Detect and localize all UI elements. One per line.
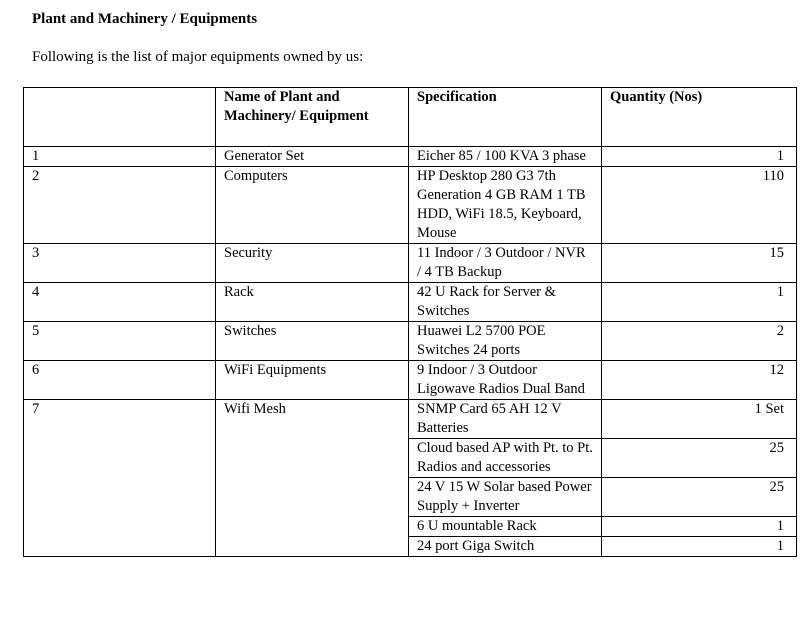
qty-cell: 12 [602,361,797,400]
name-cell: WiFi Equipments [216,361,409,400]
qty-cell: 2 [602,322,797,361]
qty-cell: 1 [602,517,797,537]
qty-cell: 1 Set [602,400,797,439]
spec-cell: Huawei L2 5700 POE Switches 24 ports [409,322,602,361]
table-row [24,244,797,283]
spec-cell: 42 U Rack for Server & Switches [409,283,602,322]
name-cell: Security [216,244,409,283]
header-serial [24,88,216,147]
qty-cell: 1 [602,147,797,167]
page-heading: Plant and Machinery / Equipments [32,11,258,27]
name-cell: Generator Set [216,147,409,167]
serial-cell: 3 [24,244,216,283]
serial-cell: 2 [24,167,216,244]
table-row [24,400,797,439]
table-row [24,283,797,322]
spec-cell: 11 Indoor / 3 Outdoor / NVR / 4 TB Backup [409,244,602,283]
qty-cell: 110 [602,167,797,244]
serial-cell: 7 [24,400,216,557]
intro-text: Following is the list of major equipments owned by us: [32,49,364,65]
name-cell: Switches [216,322,409,361]
name-cell: Wifi Mesh [216,400,409,557]
serial-cell: 1 [24,147,216,167]
qty-cell: 25 [602,478,797,517]
header-specification: Specification [409,88,602,147]
spec-cell: SNMP Card 65 AH 12 V Batteries [409,400,602,439]
header-name: Name of Plant and Machinery/ Equipment [216,88,409,147]
name-cell: Computers [216,167,409,244]
spec-cell: 6 U mountable Rack [409,517,602,537]
table-header-row [24,88,797,147]
name-cell: Rack [216,283,409,322]
qty-cell: 15 [602,244,797,283]
qty-cell: 1 [602,283,797,322]
spec-cell: 24 port Giga Switch [409,537,602,557]
spec-cell: HP Desktop 280 G3 7th Generation 4 GB RAM 1 TB HDD, WiFi 18.5, Keyboard, Mouse [409,167,602,244]
serial-cell: 4 [24,283,216,322]
serial-cell: 6 [24,361,216,400]
equipment-table [23,87,797,557]
spec-cell: 9 Indoor / 3 Outdoor Ligowave Radios Dual Band [409,361,602,400]
spec-cell: 24 V 15 W Solar based Power Supply + Inverter [409,478,602,517]
spec-cell: Eicher 85 / 100 KVA 3 phase [409,147,602,167]
header-quantity: Quantity (Nos) [602,88,797,147]
table-row [24,167,797,244]
table-row [24,361,797,400]
serial-cell: 5 [24,322,216,361]
qty-cell: 25 [602,439,797,478]
qty-cell: 1 [602,537,797,557]
table-row [24,322,797,361]
table-row [24,147,797,167]
spec-cell: Cloud based AP with Pt. to Pt. Radios and accessories [409,439,602,478]
